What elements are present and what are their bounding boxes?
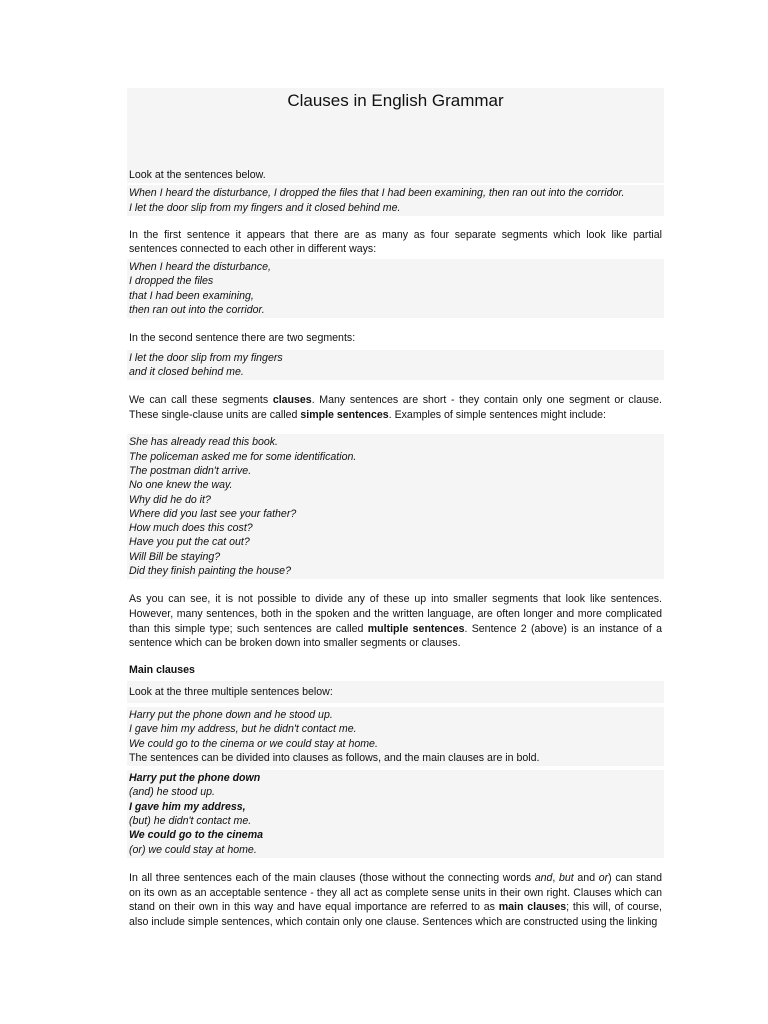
paragraph-first-sentence: In the first sentence it appears that there are as many as four separate segments which look like partial sentences connected to each other in different ways: bbox=[129, 228, 662, 256]
example-sentence: I let the door slip from my fingers and it closed behind me. bbox=[129, 201, 401, 214]
simple-sentence: Have you put the cat out? bbox=[129, 536, 250, 549]
main-clause: We could go to the cinema bbox=[129, 829, 264, 842]
segment-line: that I had been examining, bbox=[129, 289, 254, 302]
segment-line: and it closed behind me. bbox=[129, 365, 244, 378]
section-heading-main-clauses: Main clauses bbox=[129, 663, 195, 676]
segment-line: When I heard the disturbance, bbox=[129, 261, 271, 274]
title-section bbox=[127, 88, 664, 166]
simple-sentence: How much does this cost? bbox=[129, 522, 253, 535]
intro-text: Look at the sentences below. bbox=[129, 169, 266, 181]
division-text: The sentences can be divided into clauses as follows, and the main clauses are in bold. bbox=[129, 751, 540, 764]
simple-sentence: The policeman asked me for some identification. bbox=[129, 450, 357, 463]
multiple-sentence: We could go to the cinema or we could stay at home. bbox=[129, 737, 378, 750]
term-main-clauses: main clauses bbox=[498, 901, 567, 914]
term-multiple-sentences: multiple sentences bbox=[367, 622, 465, 635]
multiple-intro-text: Look at the three multiple sentences below: bbox=[129, 685, 333, 698]
term-clauses: clauses bbox=[272, 394, 312, 407]
multiple-sentence: I gave him my address, but he didn't contact me. bbox=[129, 723, 357, 736]
simple-sentences-list bbox=[127, 434, 664, 579]
simple-sentence: Will Bill be staying? bbox=[129, 550, 221, 563]
simple-sentence: Where did you last see your father? bbox=[129, 507, 297, 520]
segment-line: I let the door slip from my fingers bbox=[129, 351, 283, 364]
main-clause: Harry put the phone down bbox=[129, 772, 261, 785]
multiple-intro-block bbox=[127, 681, 664, 703]
clauses-breakdown-block bbox=[127, 770, 664, 858]
subordinate-clause: (but) he didn't contact me. bbox=[129, 815, 252, 828]
examples-block bbox=[127, 185, 664, 216]
example-sentence: When I heard the disturbance, I dropped the files that I had been examining, then ran out into the corridor. bbox=[129, 187, 625, 200]
simple-sentence: Why did he do it? bbox=[129, 493, 211, 506]
simple-sentence: No one knew the way. bbox=[129, 479, 233, 492]
segment-line: then ran out into the corridor. bbox=[129, 303, 265, 316]
simple-sentence: Did they finish painting the house? bbox=[129, 565, 291, 578]
simple-sentence: She has already read this book. bbox=[129, 436, 278, 449]
multiple-sentence: Harry put the phone down and he stood up. bbox=[129, 708, 333, 721]
page-title: Clauses in English Grammar bbox=[287, 91, 504, 110]
main-clause: I gave him my address, bbox=[129, 800, 246, 813]
simple-sentence: The postman didn't arrive. bbox=[129, 464, 252, 477]
subordinate-clause: (or) we could stay at home. bbox=[129, 843, 257, 856]
paragraph-multiple-sentences: As you can see, it is not possible to divide any of these up into smaller segments that look like sentences. However, many sentences, both in the spoken and the written language, are often longer and more complicated than this simple type; such sentences are called multiple sentences. Sentence 2 (above) is an instance of a sentence which can be broken down into smaller segments or clauses. bbox=[129, 593, 663, 650]
multiple-examples-block bbox=[127, 707, 664, 766]
segment-line: I dropped the files bbox=[129, 275, 214, 288]
document-page bbox=[127, 88, 664, 929]
paragraph-clauses: We can call these segments clauses. Many sentences are short - they contain only one segment or clause. These single-clause units are called simple sentences. Examples of simple sentences might include: bbox=[129, 394, 662, 421]
paragraph-main-clauses: In all three sentences each of the main clauses (those without the connecting words and, but and or) can stand on its own as an acceptable sentence - they all act as complete sense units in their own right. Clauses which can stand on their own in this way and have equal importance are referred to as main clauses; this will, of course, also include simple sentences, which contain only one clause. Sentences which are constructed using the linking bbox=[129, 871, 663, 928]
term-simple-sentences: simple sentences bbox=[300, 408, 389, 421]
segments-block bbox=[127, 259, 664, 318]
subordinate-clause: (and) he stood up. bbox=[129, 786, 215, 799]
intro-block bbox=[127, 166, 664, 183]
segments-block-2 bbox=[127, 350, 664, 381]
paragraph-second-sentence: In the second sentence there are two segments: bbox=[129, 332, 356, 345]
